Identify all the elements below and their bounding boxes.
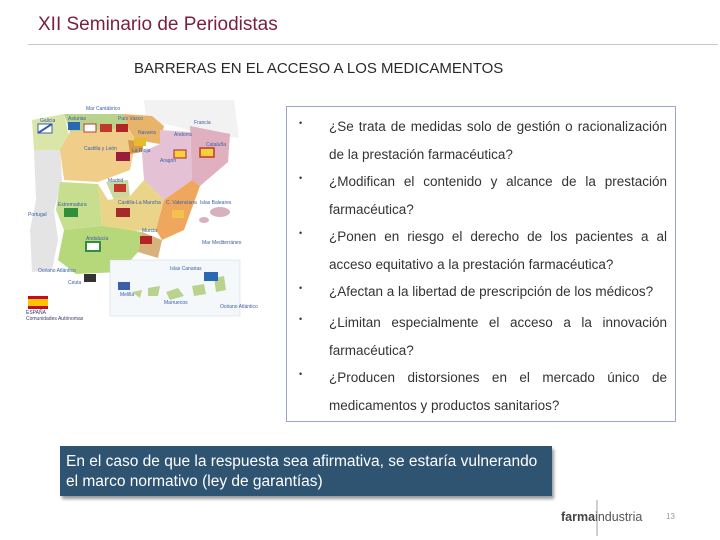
flag-madrid bbox=[114, 184, 126, 192]
map-label-navarra: Navarra bbox=[138, 130, 156, 136]
map-label-francia: Francia bbox=[194, 120, 211, 126]
map-legend bbox=[26, 310, 83, 322]
slide-header-title: XII Seminario de Periodistas bbox=[38, 14, 278, 35]
flag-extremadura bbox=[64, 208, 78, 217]
map-label-pais-vasco: País Vasco bbox=[118, 116, 143, 122]
map-label-marruecos: Marruecos bbox=[164, 300, 188, 306]
map-legend-country: ESPAÑA bbox=[26, 310, 46, 316]
map-region-murcia bbox=[138, 232, 162, 258]
map-region-ibiza bbox=[199, 217, 209, 223]
conclusion-box bbox=[60, 446, 552, 496]
bullet-icon: • bbox=[299, 369, 303, 379]
logo-bold: farma bbox=[561, 510, 596, 524]
slide-subtitle: BARRERAS EN EL ACCESO A LOS MEDICAMENTOS bbox=[134, 60, 504, 77]
bullet-icon: • bbox=[299, 314, 303, 324]
map-label-castilla-mancha: Castilla-La Mancha bbox=[118, 200, 161, 206]
map-label-la-rioja: La Rioja bbox=[132, 148, 151, 154]
question-text: ¿Ponen en riesgo el derecho de los pacientes a al acceso equitativo a la prestación farmacéutica? bbox=[329, 229, 667, 272]
flag-cataluna bbox=[200, 148, 214, 157]
bullet-icon: • bbox=[299, 118, 303, 128]
flag-espana-band bbox=[28, 299, 48, 306]
map-label-oceano-atlantico-2: Océano Atlántico bbox=[220, 304, 258, 310]
flag-andalucia bbox=[86, 242, 100, 251]
flag-canarias bbox=[204, 272, 218, 281]
page-number: 13 bbox=[666, 512, 675, 521]
flag-la-rioja bbox=[134, 138, 146, 146]
flag-navarra bbox=[116, 124, 128, 132]
flag-cantabria bbox=[84, 124, 96, 132]
question-text: ¿Producen distorsiones en el mercado único de medicamentos y productos sanitarios? bbox=[329, 370, 667, 413]
map-label-galicia: Galicia bbox=[40, 118, 56, 124]
map-label-melilla: Melilla bbox=[120, 292, 135, 298]
map-region-baleares bbox=[210, 207, 230, 217]
map-legend-regions: Comunidades Autónomas bbox=[26, 316, 84, 322]
logo-rest: industria bbox=[595, 510, 643, 524]
map-label-islas-baleares: Islas Baleares bbox=[200, 200, 232, 206]
map-label-portugal: Portugal bbox=[28, 212, 47, 218]
map-label-oceano-atlantico: Océano Atlántico bbox=[38, 268, 76, 274]
map-label-ceuta: Ceuta bbox=[68, 280, 82, 286]
map-label-islas-canarias: Islas Canarias bbox=[170, 266, 202, 272]
flag-pais-vasco bbox=[100, 124, 112, 132]
spain-regions-map bbox=[24, 100, 274, 330]
question-text: ¿Limitan especialmente el acceso a la innovación farmacéutica? bbox=[329, 315, 667, 358]
flag-castilla-mancha bbox=[116, 208, 130, 217]
map-label-andalucia: Andalucía bbox=[86, 236, 109, 242]
map-label-extremadura: Extremadura bbox=[58, 202, 87, 208]
bullet-icon: • bbox=[299, 228, 303, 238]
conclusion-text: En el caso de que la respuesta sea afirmativa, se estaría vulnerando el marco normativo (ley de garantías) bbox=[66, 453, 538, 490]
flag-valencia bbox=[172, 210, 184, 218]
map-label-castilla-leon: Castilla y León bbox=[84, 146, 117, 152]
map-label-andorra: Andorra bbox=[174, 132, 192, 138]
flag-aragon bbox=[174, 150, 186, 158]
bullet-icon: • bbox=[299, 283, 303, 293]
map-label-mar-cantabrico: Mar Cantábrico bbox=[86, 106, 121, 112]
header-divider bbox=[28, 44, 718, 45]
map-label-aragon: Aragón bbox=[160, 158, 177, 164]
question-text: ¿Se trata de medidas solo de gestión o racionalización de la prestación farmacéutica? bbox=[329, 119, 667, 162]
flag-castilla-leon bbox=[116, 152, 130, 161]
question-text: ¿Modifican el contenido y alcance de la prestación farmacéutica? bbox=[329, 174, 667, 217]
flag-ceuta bbox=[84, 274, 96, 282]
map-label-valencia: C. Valenciana bbox=[166, 200, 197, 206]
map-label-asturias: Asturias bbox=[68, 116, 87, 122]
questions-box bbox=[286, 106, 676, 422]
map-label-madrid: Madrid bbox=[108, 178, 124, 184]
flag-melilla bbox=[118, 282, 130, 290]
flag-murcia bbox=[140, 236, 152, 244]
question-text: ¿Afectan a la libertad de prescripción de los médicos? bbox=[329, 284, 654, 299]
farmaindustria-logo bbox=[561, 510, 642, 524]
map-label-mar-mediterraneo: Mar Mediterráneo bbox=[202, 240, 242, 246]
bullet-icon: • bbox=[299, 173, 303, 183]
map-label-cataluna: Cataluña bbox=[206, 142, 227, 148]
flag-asturias bbox=[68, 122, 80, 130]
map-label-murcia: Murcia bbox=[142, 228, 158, 234]
